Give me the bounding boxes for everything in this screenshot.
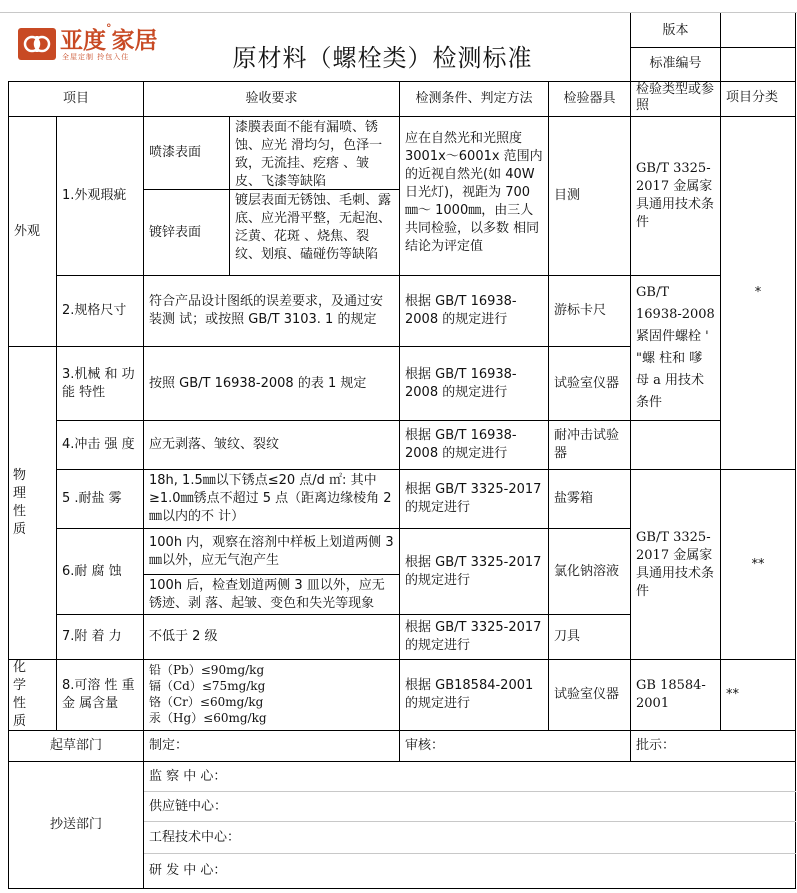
item-adhesion: 7.附 着 力 (62, 629, 122, 644)
logo-name: 亚度°家居 (60, 22, 158, 54)
version-label: 版本 (662, 22, 689, 38)
prepared-by-field[interactable]: 制定： (149, 738, 189, 753)
col-divider (548, 81, 549, 730)
item-salt-spray: 5 .耐盐 雾 (62, 491, 122, 506)
col-divider (399, 81, 400, 761)
group-chemical: 化学性质 (13, 660, 33, 729)
group-physical: 物理性质 (13, 468, 33, 537)
border-bottom (8, 888, 796, 889)
method-visual: 应在自然光和光照度 3001x～6001x 范围内的近视自然光(如 40W 日光灯)，视距为 700㎜～ 1000㎜，由三人共同检验，以多数 相同结论为评定值 (405, 131, 543, 254)
header-category: 项目分类 (726, 90, 779, 105)
req-dimensions: 符合产品设计图纸的误差要求，及通过安装测 试；或按照 GB/T 3103. 1 的规定 (149, 294, 384, 327)
sub-label-painted: 喷漆表面 (149, 145, 202, 160)
row-divider (8, 761, 796, 762)
method-dimensions: 根据 GB/T 16938-2008 的规定进行 (405, 294, 517, 327)
approved-by-field[interactable]: 批示： (636, 738, 676, 753)
col-divider (720, 81, 721, 730)
method-adhesion: 根据 GB/T 3325-2017 的规定进行 (405, 620, 542, 653)
tool-salt-spray-chamber: 盐雾箱 (554, 491, 594, 506)
cc-rd-center[interactable]: 研 发 中 心： (149, 863, 227, 878)
req-painted-surface: 漆膜表面不能有漏喷、锈蚀、应光 滑均匀，色泽一致，无流挂、疙瘩 、皱皮、飞漆等缺陷 (235, 120, 383, 189)
header-standard: 检验类型或参照 (636, 82, 715, 113)
reviewed-by-field[interactable]: 审核： (405, 738, 445, 753)
col-divider (143, 81, 144, 889)
item-appearance-defects: 1.外观瑕疵 (62, 188, 127, 203)
row-divider (8, 346, 630, 347)
logo-tagline: 全屋定制 拎包入住 (62, 53, 130, 61)
tool-sodium-chloride: 氯化钠溶液 (554, 563, 620, 579)
row-divider (8, 116, 796, 117)
item-impact: 4.冲击 强 度 (62, 437, 135, 452)
tool-caliper: 游标卡尺 (554, 303, 607, 318)
logo-glyph-icon (23, 32, 51, 56)
heavy-metal-limit: 汞（Hg）≤60mg/kg (149, 711, 267, 725)
method-mechanical: 根据 GB/T 16938-2008 的规定进行 (405, 366, 517, 400)
standard-code-label: 标准编号 (649, 56, 702, 71)
sub-label-galvanized: 镀锌表面 (149, 224, 202, 240)
standard-gb18584: GB 18584-2001 (636, 678, 706, 711)
req-mechanical: 按照 GB/T 16938-2008 的表 1 规定 (149, 375, 367, 391)
border-right (795, 13, 796, 889)
sheet-top-rule (0, 12, 797, 13)
row-divider (56, 469, 796, 470)
standard-gb3325-physical: GB/T 3325-2017 金属家具通用技术条件 (636, 529, 715, 599)
item-mechanical: 3.机械 和 功能 特性 (62, 366, 135, 400)
item-corrosion: 6.耐 腐 蚀 (62, 563, 122, 579)
category-physical: ** (751, 556, 765, 572)
category-chemical: ** (726, 687, 739, 702)
method-salt-spray: 根据 GB/T 3325-2017 的规定进行 (405, 482, 542, 515)
cc-dept-label: 抄送部门 (49, 817, 102, 832)
border-left (8, 81, 9, 889)
standard-code-value (721, 48, 795, 80)
meta-divider (630, 47, 796, 48)
tool-lab-instrument: 试验室仪器 (554, 375, 620, 391)
draft-dept-label: 起草部门 (49, 738, 102, 753)
tool-lab-instrument-chem: 试验室仪器 (554, 687, 620, 702)
tool-knife: 刀具 (554, 629, 581, 644)
req-corrosion-within: 100h 内，观察在溶剂中样板上划道两侧 3㎜以外，应无气泡产生 (149, 534, 394, 568)
col-divider (630, 81, 631, 761)
group-appearance: 外观 (14, 223, 41, 239)
standard-gb16938: GB/T 16938-2008 紧固件螺栓 ' "螺 柱和 嗲母 a 用技术条件 (636, 285, 715, 410)
item-heavy-metals: 8.可溶 性 重金 属含量 (62, 678, 135, 711)
req-adhesion: 不低于 2 级 (149, 629, 218, 644)
version-value (721, 14, 795, 47)
col-divider (229, 116, 230, 275)
logo-icon (18, 28, 56, 60)
tool-impact-tester: 耐冲击试验器 (554, 428, 620, 461)
cc-row-divider (143, 791, 796, 792)
req-impact: 应无剥落、皱纹、裂纹 (149, 437, 280, 452)
req-salt-spray: 18h, 1.5㎜以下锈点≤20 点/d ㎡: 其中≥1.0㎜锈点不超过 5 点（距离边缘棱角 2㎜以内的不 计） (149, 473, 392, 524)
cc-row-divider (143, 821, 796, 822)
heavy-metal-limit: 铅（Pb）≤90mg/kg (149, 663, 265, 677)
method-heavy-metals: 根据 GB18584-2001 的规定进行 (405, 678, 534, 711)
req-corrosion-after: 100h 后，检查划道两侧 3 皿以外，应无锈迹、剥 落、起皱、变色和失光等现象 (149, 577, 385, 611)
heavy-metal-limit: 铬（Cr）≤60mg/kg (149, 695, 264, 709)
cc-supply-chain-center[interactable]: 供应链中心： (149, 798, 228, 814)
row-divider (8, 659, 796, 660)
tool-visual: 目测 (554, 188, 581, 203)
req-galvanized-surface: 镀层表面无锈蚀、毛刺、露底、应光滑平整，无起泡、泛黄、花斑 、烧焦、裂纹、划痕、磕碰伤等缺陷 (235, 193, 392, 262)
category-appearance: * (754, 285, 762, 300)
row-divider (56, 420, 721, 421)
req-heavy-metals (144, 660, 399, 730)
row-divider (143, 189, 399, 190)
row-divider (8, 81, 796, 82)
row-divider (143, 574, 399, 575)
cc-engineering-center[interactable]: 工程技术中心： (149, 829, 241, 845)
method-corrosion: 根据 GB/T 3325-2017 的规定进行 (405, 554, 542, 588)
cc-supervision-center[interactable]: 监 察 中 心： (149, 768, 227, 784)
header-requirement: 验收要求 (245, 91, 298, 106)
page-title: 原材料（螺栓类）检测标准 (232, 44, 533, 72)
row-divider (8, 730, 796, 731)
header-item: 项目 (62, 91, 89, 106)
standard-gb3325-appearance: GB/T 3325-2017 金属家具通用技术条件 (636, 161, 715, 230)
col-divider (56, 116, 57, 730)
header-tool: 检验器具 (563, 91, 616, 106)
item-dimensions: 2.规格尺寸 (62, 303, 127, 318)
header-method: 检测条件、判定方法 (415, 91, 533, 106)
row-divider (56, 275, 721, 276)
method-impact: 根据 GB/T 16938-2008 的规定进行 (405, 428, 517, 461)
cc-row-divider (143, 853, 796, 854)
heavy-metal-limit: 镉（Cd）≤75mg/kg (149, 679, 266, 693)
